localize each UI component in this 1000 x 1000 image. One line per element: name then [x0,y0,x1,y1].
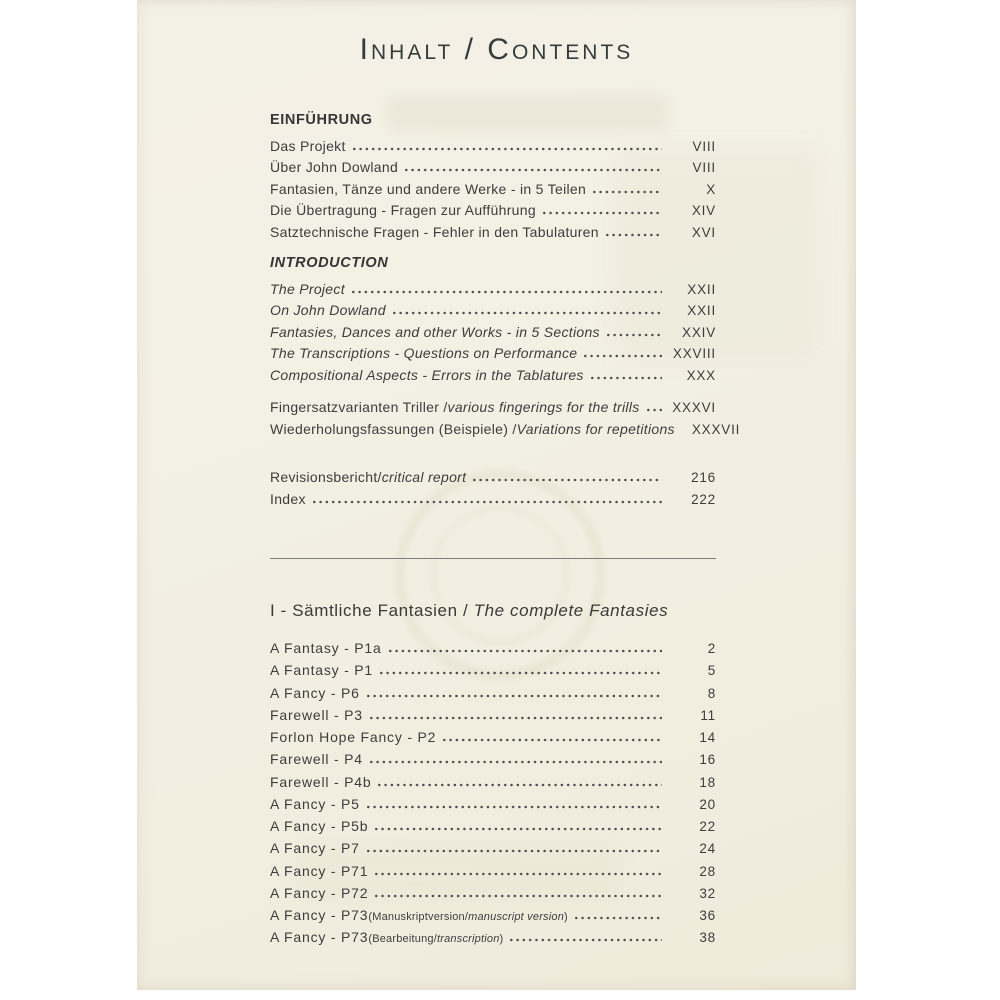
entry-label: Fantasies, Dances and other Works - in 5 Sections [270,323,600,340]
page-number: XXVIII [672,346,716,362]
entry-label: Farewell - P4b [270,773,372,790]
leader-dots [510,938,662,942]
toc-row [270,863,716,885]
toc-row [270,796,716,818]
entry-label: Wiederholungsfassungen (Beispiele) / [270,421,517,437]
page-number: 20 [699,796,716,812]
leader-dots [367,805,662,809]
toc-row [270,469,716,491]
entry-label: Fingersatzvarianten Triller / [270,399,448,415]
entry-label: Farewell - P3 [270,706,363,723]
section-title-roman: I - Sämtliche Fantasien / [270,601,474,620]
entry-label: On John Dowland [270,302,386,319]
toc-group-introduction [270,255,716,388]
page-number: 222 [691,492,716,507]
leader-dots [473,478,662,482]
entry-note-italic: manuscript version [468,911,565,923]
leader-dots [593,190,662,194]
section-divider [270,558,716,559]
entry-label: Fantasien, Tänze und andere Werke - in 5 Teilen [270,180,587,197]
page-number: 24 [699,841,716,857]
group-heading-introduction: INTRODUCTION [270,255,389,271]
toc-row [270,640,716,662]
section-title-english: The complete Fantasies [473,601,669,620]
entry-note-italic: transcription [437,933,500,946]
toc-row [270,421,741,443]
leader-dots [370,716,662,720]
toc-row [270,907,716,929]
entry-label: A Fancy - P73 [270,929,369,946]
entry-label: A Fantasy - P1a [270,640,382,656]
toc-group-fingerings [270,399,741,443]
toc-row [270,707,716,729]
toc-row [270,929,716,951]
toc-content [270,0,741,990]
toc-row [270,159,716,180]
page-number: XXXVII [691,422,741,437]
group-rows [270,138,716,245]
entry-label: A Fancy - P5 [270,795,360,812]
page-number: 36 [699,908,716,923]
entry-label: Satztechnische Fragen - Fehler in den Tabulaturen [270,223,599,240]
leader-dots [375,827,662,831]
leader-dots [367,849,662,853]
entry-label-italic: various fingerings for the trills [447,399,640,415]
toc-row [270,224,716,245]
entry-label: A Fancy - P73 [270,907,369,923]
leader-dots [375,894,662,898]
entry-label: A Fancy - P71 [270,862,369,879]
entry-label: Revisionsbericht/ [270,469,382,485]
entry-label: Farewell - P4 [270,751,363,768]
entry-label-italic: critical report [381,469,467,485]
page-number: 28 [699,863,716,879]
toc-row [270,202,716,223]
leader-dots [375,872,662,876]
toc-row [270,729,716,751]
leader-dots [606,233,662,237]
page-number: XXII [687,282,716,297]
toc-group-einfuehrung [270,112,716,245]
toc-row [270,885,716,907]
entry-label: The Project [270,281,345,297]
leader-dots [367,694,662,698]
leader-dots [543,211,662,215]
leader-dots [380,671,662,675]
entry-label-italic: Variations for repetitions [516,421,675,437]
toc-row [270,840,716,862]
entry-label: A Fancy - P7 [270,840,360,857]
page-number: 8 [707,685,716,701]
group-rows [270,469,716,513]
page-number: 38 [699,930,716,946]
page-number: XXIV [682,324,716,340]
section-title [270,601,716,621]
fantasy-list [270,640,716,952]
toc-row [270,181,716,202]
page-number: X [706,181,716,197]
leader-dots [584,354,662,358]
entry-note-close: ) [564,911,568,923]
entry-label: A Fancy - P5b [270,818,369,834]
leader-dots [393,311,662,315]
leader-dots [313,500,662,504]
page-number: 216 [691,470,716,485]
entry-label: Die Übertragung - Fragen zur Aufführung [270,202,536,219]
toc-row [270,685,716,707]
entry-note: (Bearbeitung/ [368,933,437,946]
leader-dots [591,376,662,380]
page-number: XIV [691,203,716,219]
leader-dots [353,147,662,151]
scanned-book-page [137,0,856,990]
page-number: VIII [692,160,716,176]
page-number: VIII [692,139,716,154]
toc-row [270,138,716,159]
leader-dots [575,916,662,920]
toc-row [270,345,716,366]
entry-label: A Fancy - P72 [270,884,369,901]
toc-group-report-index [270,469,716,513]
page-number: 11 [700,707,716,723]
toc-row [270,302,716,323]
page-number: 22 [699,819,716,834]
group-heading-einfuehrung: EINFÜHRUNG [270,112,373,128]
leader-dots [443,738,662,742]
entry-label: Über John Dowland [270,159,399,176]
page-number: 18 [699,774,716,790]
page-number: XXX [686,367,716,383]
entry-label: A Fantasy - P1 [270,662,374,679]
page-number: 16 [699,752,716,768]
page-number: 14 [699,730,716,745]
leader-dots [352,290,662,294]
toc-row [270,324,716,345]
page-number: 5 [707,663,716,679]
leader-dots [647,408,662,412]
toc-row [270,751,716,773]
entry-note: (Manuskriptversion/ [368,911,469,923]
toc-row [270,818,716,840]
page-title: Inhalt / Contents [359,33,634,66]
leader-dots [378,783,662,787]
entry-label: Index [270,491,306,507]
page-number: 2 [707,641,716,656]
group-rows [270,399,741,443]
page-number: XXII [687,303,716,319]
leader-dots [389,649,662,653]
leader-dots [405,168,662,172]
entry-label: A Fancy - P6 [270,684,360,701]
fantasy-rows [270,640,716,952]
toc-row [270,281,716,302]
page-number: XXXVI [672,400,716,415]
toc-row [270,774,716,796]
leader-dots [370,760,662,764]
page-number: XVI [691,224,716,240]
page-number: 32 [699,885,716,901]
toc-row [270,399,716,421]
entry-label: Das Projekt [270,138,346,154]
entry-label: Compositional Aspects - Errors in the Tablatures [270,366,584,383]
group-rows [270,281,716,388]
entry-note-close: ) [499,933,504,946]
toc-row [270,491,716,513]
toc-row [270,662,716,684]
entry-label: Forlon Hope Fancy - P2 [270,729,437,745]
toc-row [270,367,716,388]
leader-dots [607,333,662,337]
entry-label: The Transcriptions - Questions on Performance [270,345,578,362]
